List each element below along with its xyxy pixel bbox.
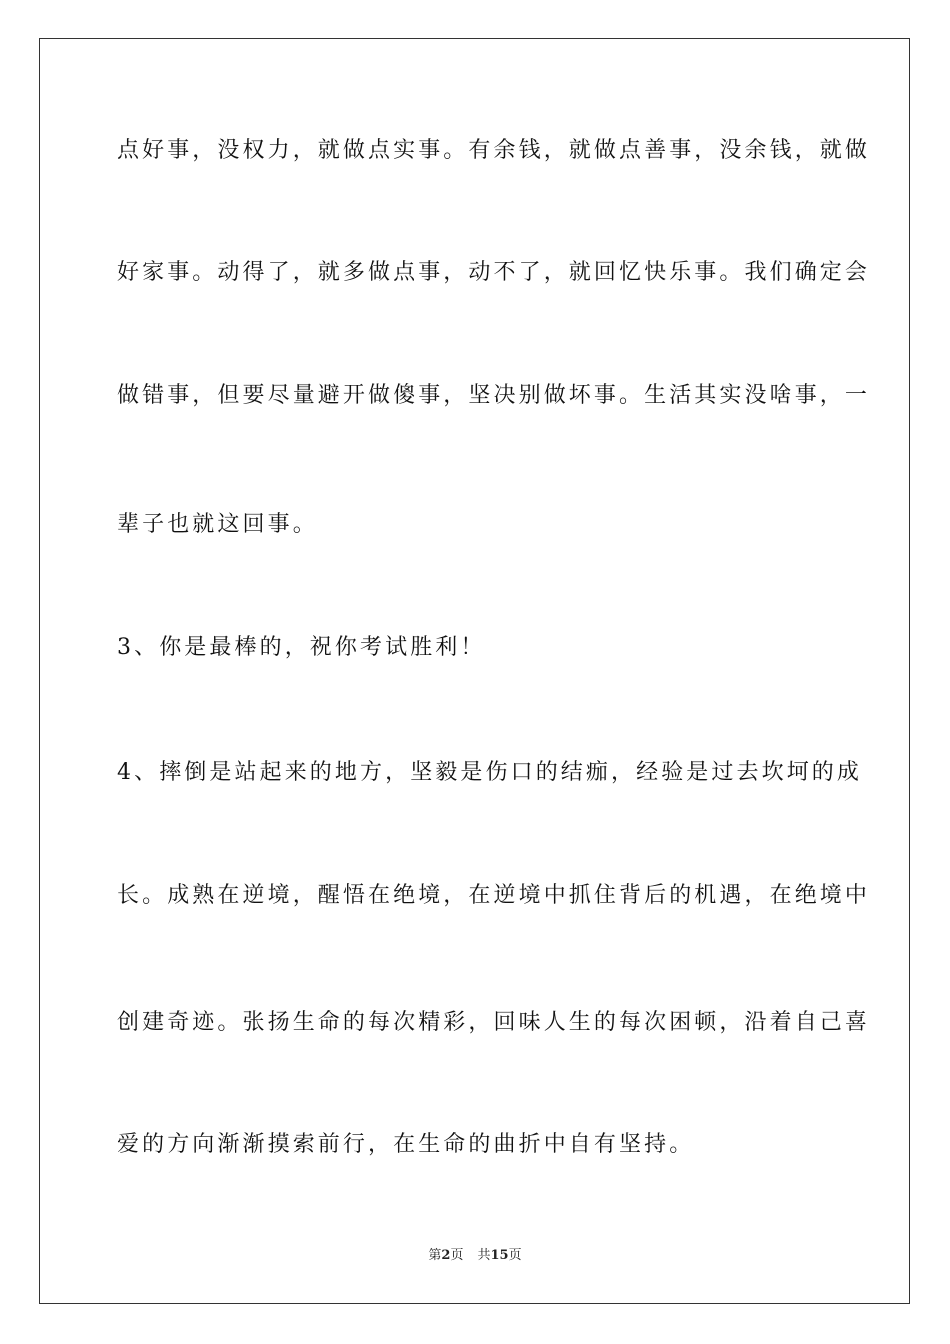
paragraph-line-2: 好家事。动得了，就多做点事，动不了，就回忆快乐事。我们确定会	[117, 260, 871, 285]
paragraph-line-1: 点好事，没权力，就做点实事。有余钱，就做点善事，没余钱，就做	[117, 138, 871, 163]
total-prefix: 共	[477, 1248, 491, 1263]
total-pages-number: 15	[490, 1248, 509, 1263]
current-page-number: 2	[441, 1248, 451, 1263]
list-item-3: 3、你是最棒的，祝你考试胜利！	[117, 635, 486, 660]
paragraph-line-3: 做错事，但要尽量避开做傻事，坚决别做坏事。生活其实没啥事，一	[117, 383, 871, 408]
list-item-4-line-1: 4、摔倒是站起来的地方，坚毅是伤口的结痂，经验是过去坎坷的成	[117, 760, 862, 785]
page-footer	[0, 1247, 950, 1265]
page-suffix: 页	[450, 1248, 464, 1263]
list-item-4-line-4: 爱的方向渐渐摸索前行，在生命的曲折中自有坚持。	[117, 1132, 695, 1157]
paragraph-line-4: 辈子也就这回事。	[117, 512, 318, 537]
page-border	[39, 38, 910, 1304]
total-suffix: 页	[508, 1248, 522, 1263]
list-item-4-line-3: 创建奇迹。张扬生命的每次精彩，回味人生的每次困顿，沿着自己喜	[117, 1010, 871, 1035]
list-item-4-line-2: 长。成熟在逆境，醒悟在绝境，在逆境中抓住背后的机遇，在绝境中	[117, 883, 871, 908]
page-prefix: 第	[428, 1248, 442, 1263]
